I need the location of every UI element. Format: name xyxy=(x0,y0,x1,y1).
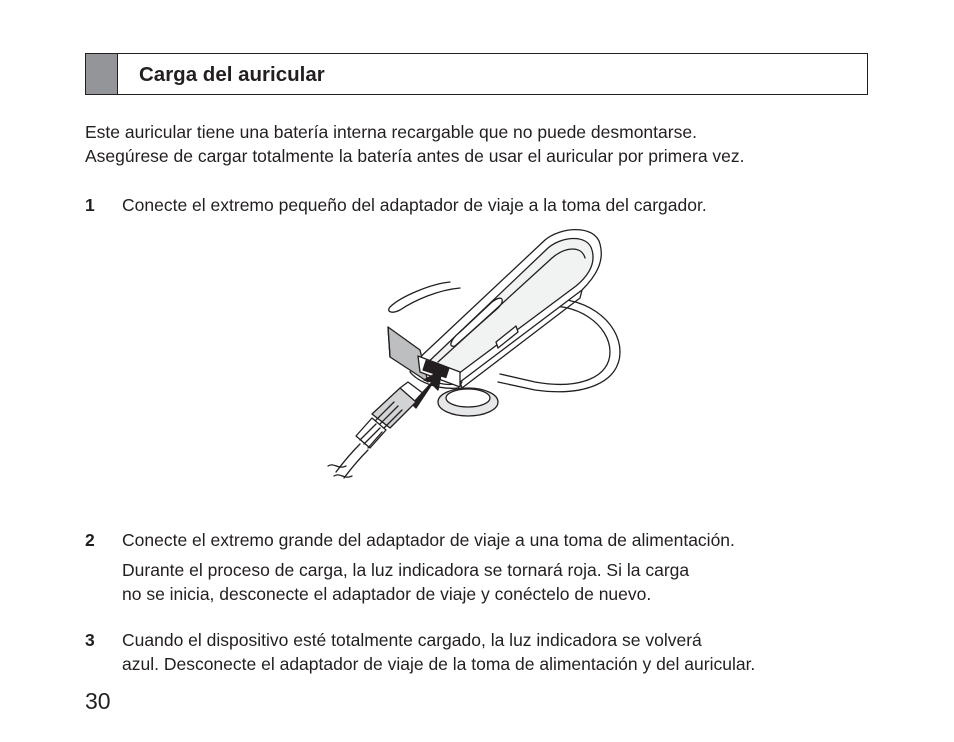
step-number: 1 xyxy=(85,195,95,215)
step-number: 3 xyxy=(85,630,95,650)
intro-line: Asegúrese de cargar totalmente la batería antes de usar el auricular por primera vez. xyxy=(85,146,745,166)
step-line: Conecte el extremo grande del adaptador de viaje a una toma de alimentación. xyxy=(122,530,735,550)
intro-paragraph xyxy=(85,120,745,168)
step-line: Cuando el dispositivo esté totalmente cargado, la luz indicadora se volverá xyxy=(122,630,702,650)
intro-line: Este auricular tiene una batería interna recargable que no puede desmontarse. xyxy=(85,122,697,142)
step-note-line: Durante el proceso de carga, la luz indicadora se tornará roja. Si la carga xyxy=(122,560,690,580)
heading-tab-marker xyxy=(86,54,118,94)
section-title: Carga del auricular xyxy=(139,63,325,86)
section-heading xyxy=(85,53,868,95)
headset-charging-icon xyxy=(320,222,630,492)
step-text xyxy=(122,193,707,217)
page-number: 30 xyxy=(85,688,111,714)
step-line: azul. Desconecte el adaptador de viaje de la toma de alimentación y del auricular. xyxy=(122,654,756,674)
step-text xyxy=(122,528,735,606)
headset-charging-illustration xyxy=(320,222,630,492)
step-number: 2 xyxy=(85,530,95,550)
step-text xyxy=(122,628,755,676)
step-note-line: no se inicia, desconecte el adaptador de viaje y conéctelo de nuevo. xyxy=(122,584,652,604)
step-line: Conecte el extremo pequeño del adaptador de viaje a la toma del cargador. xyxy=(122,195,707,215)
